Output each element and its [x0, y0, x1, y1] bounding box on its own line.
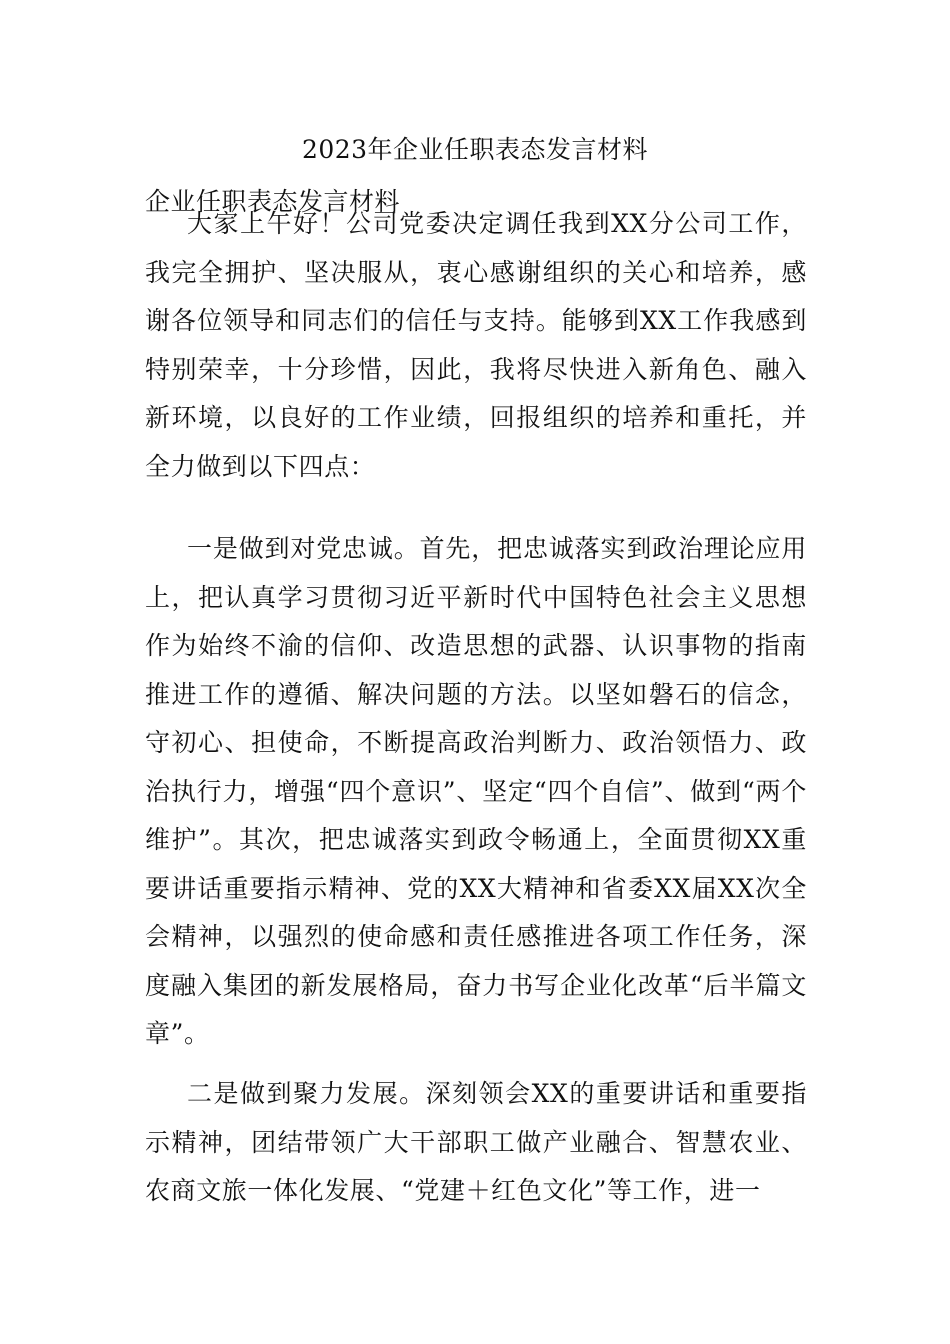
paragraph-greeting: 大家上午好！公司党委决定调任我到XX分公司工作，我完全拥护、坚决服从，衷心感谢组织的关心和培养，感谢各位领导和同志们的信任与支持。能够到XX工作我感到特别荣幸，十分珍惜，因此，我将尽快进入新角色、融入新环境，以良好的工作业绩，回报组织的培养和重托，并全力做到以下四点：	[145, 209, 807, 481]
document-title: 2023年企业任职表态发言材料	[301, 135, 649, 164]
document-subtitle: 企业任职表态发言材料	[145, 187, 401, 216]
paragraph-loyalty: 一是做到对党忠诚。首先，把忠诚落实到政治理论应用上，把认真学习贯彻习近平新时代中国特色社会主义思想作为始终不渝的信仰、改造思想的武器、认识事物的指南推进工作的遵循、解决问题的方法。以坚如磐石的信念，守初心、担使命，不断提高政治判断力、政治领悟力、政治执行力，增强“四个意识”、坚定“四个自信”、做到“两个维护”。其次，把忠诚落实到政令畅通上，全面贯彻XX重要讲话重要指示精神、党的XX大精神和省委XX届XX次全会精神，以强烈的使命感和责任感推进各项工作任务，深度融入集团的新发展格局，奋力书写企业化改革“后半篇文章”。	[145, 534, 807, 1048]
paragraph-development: 二是做到聚力发展。深刻领会XX的重要讲话和重要指示精神，团结带领广大干部职工做产业融合、智慧农业、农商文旅一体化发展、“党建＋红色文化”等工作，进一	[145, 1079, 807, 1205]
